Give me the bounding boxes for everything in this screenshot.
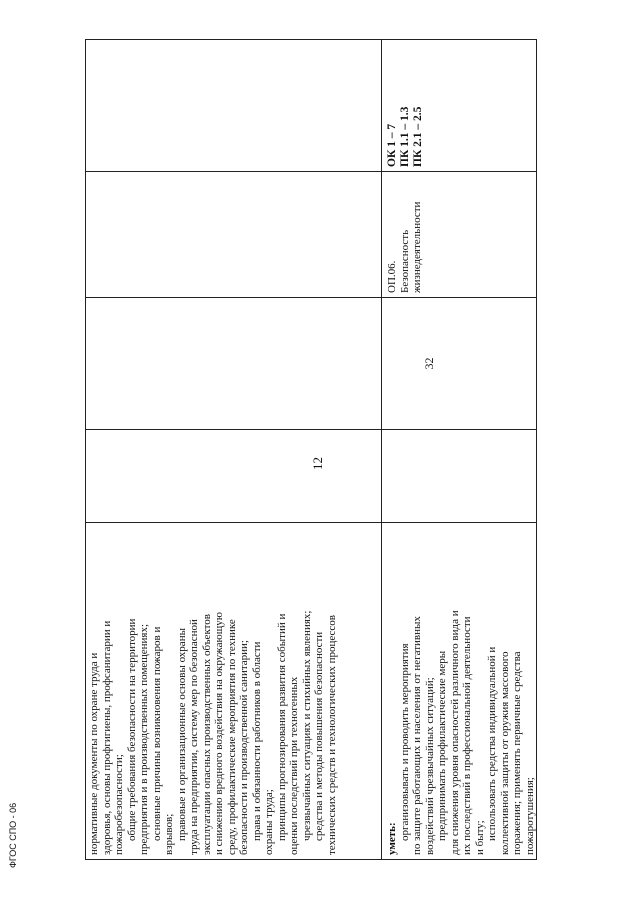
discipline-name-line2: жизнедеятельности xyxy=(411,201,423,293)
text-line: взрывов; xyxy=(163,813,175,855)
text-line: нормативные документы по охране труда и xyxy=(88,652,100,855)
text-line: и быту; xyxy=(473,820,486,855)
table-row xyxy=(382,40,537,860)
skills-list xyxy=(399,527,537,855)
text-line: для снижения уровня опасностей различного вида и xyxy=(448,610,461,855)
curriculum-table-wrapper xyxy=(85,40,536,860)
text-line: и снижению вредного воздействия на окружающую xyxy=(213,612,225,855)
text-line: права и обязанности работников в области xyxy=(250,641,263,841)
skills-block xyxy=(382,523,536,859)
text-line: охраны труда; xyxy=(263,789,275,855)
curriculum-table xyxy=(85,39,537,860)
text-line: оценки последствий при техногенных xyxy=(288,676,300,855)
knowledge-list xyxy=(86,523,338,859)
text-line: принципы прогнозирования развития событий и xyxy=(275,613,288,841)
text-line: их последствий в профессиональной деятельности xyxy=(461,616,473,855)
requirements-cell-bottom xyxy=(382,523,537,860)
text-line: предпринимать профилактические меры xyxy=(436,650,448,841)
page-number: 12 xyxy=(310,457,325,470)
discipline-name-line1: Безопасность xyxy=(398,229,411,293)
text-line: предприятия и в производственных помещениях; xyxy=(138,623,150,855)
requirements-cell-top xyxy=(86,523,382,860)
text-line: воздействий чрезвычайных ситуаций; xyxy=(423,677,436,855)
footer-standard-label: ФГОС СПО - 06 xyxy=(8,802,18,868)
competency-code: ОК 1 – 7 xyxy=(386,123,398,167)
hours-value: 32 xyxy=(422,357,436,370)
text-line: средства и методы повышения безопасности xyxy=(313,631,325,841)
text-line: основные причины возникновения пожаров и xyxy=(150,626,163,841)
text-line: среду, профилактические мероприятия по технике xyxy=(225,619,238,855)
competency-code: ПК 1.1 – 1.3 xyxy=(399,106,411,167)
empty-cell xyxy=(86,172,382,298)
text-line: безопасности и производственной санитарии; xyxy=(238,640,250,855)
hours-cell xyxy=(382,298,537,430)
text-line: здоровья, основы профгигиены, профсанитарии и xyxy=(100,620,113,855)
text-line: по защите работающих и населения от негативных xyxy=(411,616,423,855)
table-row xyxy=(86,40,382,860)
max-hours-cell xyxy=(382,430,537,523)
discipline-code: ОП.06. xyxy=(386,260,398,293)
empty-cell xyxy=(86,430,382,523)
text-line: труда на предприятии, систему мер по безопасной xyxy=(188,619,200,855)
text-line: общие требования безопасности на территории xyxy=(125,618,138,841)
text-line: технических средств и технологических процессов xyxy=(325,615,338,855)
text-line: использовать средства индивидуальной и xyxy=(486,646,498,841)
discipline-cell xyxy=(382,172,537,298)
competency-code: ПК 2.1 – 2.5 xyxy=(412,106,424,167)
text-line: пожаробезопасности; xyxy=(113,754,125,855)
text-line: чрезвычайных ситуациях и стихийных явлениях; xyxy=(300,610,313,841)
text-line: организовывать и проводить мероприятия xyxy=(398,643,411,841)
discipline-block xyxy=(382,172,428,297)
skills-heading: уметь: xyxy=(386,822,398,855)
empty-cell xyxy=(86,298,382,430)
text-line: коллективной защиты от оружия массового xyxy=(498,651,511,855)
text-line: поражения; применять первичные средства xyxy=(511,651,523,855)
competency-codes xyxy=(382,40,429,171)
text-line: эксплуатации опасных производственных объектов xyxy=(200,614,213,855)
text-line: правовые и организационные основы охраны xyxy=(175,628,188,841)
empty-cell xyxy=(86,40,382,172)
competencies-cell xyxy=(382,40,537,172)
text-line: пожаротушения; xyxy=(523,777,536,855)
